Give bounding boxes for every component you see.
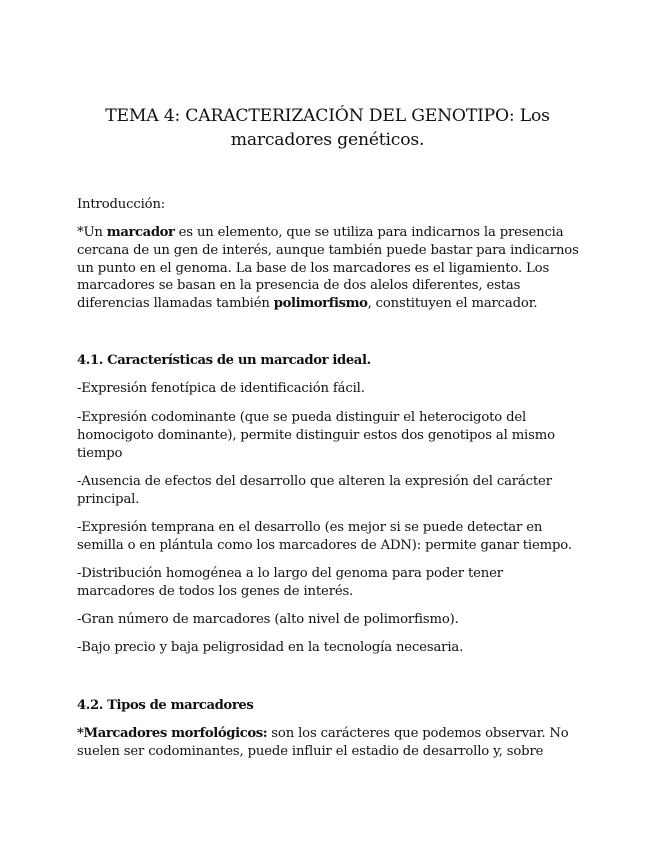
intro-label: Introducción: (77, 197, 166, 212)
intro-text-3: , constituyen el marcador. (367, 296, 538, 312)
ideal-marker-item: -Expresión temprana en el desarrollo (es mejor si se puede detectar en semilla o en plántula como los marcadores de ADN): permite ganar tiempo. (77, 520, 572, 553)
section-1-heading: 4.1. Características de un marcador ideal. (77, 353, 371, 368)
intro-text-2: es un elemento, que se utiliza para indicarnos la presencia cercana de un gen de interés, aunque también puede bastar para indicarnos un punto en el genoma. La base de los marcadores es el ligamiento. Los marcadores se basan en la presencia de dos alelos diferentes, estas diferencias llamadas también (77, 225, 579, 312)
title-line-1: TEMA 4: CARACTERIZACIÓN DEL GENOTIPO: Los (105, 106, 550, 126)
ideal-marker-item: -Gran número de marcadores (alto nivel de polimorfismo). (77, 612, 459, 627)
term-polimorfismo: polimorfismo (273, 296, 368, 312)
ideal-marker-item: -Expresión codominante (que se pueda distinguir el heterocigoto del homocigoto dominante), permite distinguir estos dos genotipos al mismo tiempo (77, 410, 555, 461)
ideal-marker-item: -Expresión fenotípica de identificación fácil. (77, 381, 365, 396)
document-title (60, 104, 595, 152)
intro-paragraph (77, 224, 582, 313)
title-line-2: marcadores genéticos. (230, 130, 425, 150)
term-marcadores-morfologicos: *Marcadores morfológicos: (77, 726, 268, 741)
ideal-marker-item: -Ausencia de efectos del desarrollo que alteren la expresión del carácter principal. (77, 474, 552, 507)
section-2-heading: 4.2. Tipos de marcadores (77, 698, 254, 713)
morphological-markers-paragraph (77, 725, 582, 761)
morphological-text: son los carácteres que podemos observar. No suelen ser codominantes, puede influir el estadio de desarrollo y, sobre (77, 726, 569, 759)
intro-text-1: *Un (77, 225, 107, 240)
ideal-marker-item: -Distribución homogénea a lo largo del genoma para poder tener marcadores de todos los genes de interés. (77, 566, 503, 599)
ideal-marker-item: -Bajo precio y baja peligrosidad en la tecnología necesaria. (77, 640, 464, 655)
term-marcador: marcador (106, 225, 175, 240)
